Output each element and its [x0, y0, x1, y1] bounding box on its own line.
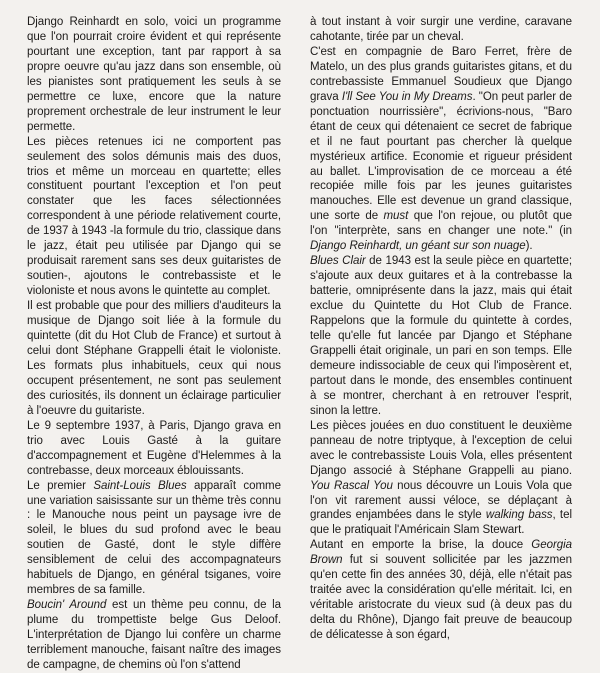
song-title-ill-see-you: I'll See You in My Dreams [341, 90, 473, 103]
text: Les pièces jouées en duo constituent le deuxième panneau de notre triptyque, à l'exception de celui avec le contrebassiste Louis Vola, elles présentent Django associé à Stéphane Grappelli au piano. [310, 419, 572, 477]
paragraph-saint-louis-blues [27, 479, 281, 599]
text: de 1943 est la seule pièce en quartette; s'ajoute aux deux guitares et à la contrebasse la batterie, omniprésente dans la jazz, mais qui était exclue du Quintette du Hot Club de France. Rappelons que la formule du quintette à cordes, telle qu'elle fut lancée par Django et Stéphane Grappelli était originale, un pari en son temps. Elle demeure indissociable de ceux qui l'imposèrent et, partout dans le monde, des ensembles continuent à se montrer, cherchant à en retrouver l'esprit, sinon la lettre. [310, 255, 572, 417]
book-title: Django Reinhardt, un géant sur son nuage [310, 240, 526, 253]
text: apparaît comme une variation saisissante sur un thème très connu : le Manouche nous peint un paysage ivre de soleil, le blues du sud profond avec le beau soutien de Gasté, dont le style diffère sensiblement de celui des accompagnateurs habituels de Django, en général tsiganes, voire membres de sa famille. [27, 479, 281, 597]
paragraph-blues-clair [310, 254, 572, 418]
paragraph-duos [310, 419, 572, 539]
paragraph-ill-see-you [310, 45, 572, 254]
song-title-georgia-brown: Georgia Brown [310, 539, 572, 567]
right-column [310, 15, 572, 643]
paragraph-solo-intro: Django Reinhardt en solo, voici un programme que l'on pourrait croire évident et qui représente pourtant une exception, tant par rapport à sa propre oeuvre qu'au jazz dans son ensemble, où les pianistes sont pratiquement les seuls à se permettre ce luxe, encore que la nature proprement orchestrale de leur instrument le leur permette. [27, 16, 281, 133]
paragraph-selected-pieces: Les pièces retenues ici ne comportent pas seulement des solos démunis mais des duos, trios et même un morceau en quartette; elles constituent pourtant l'exception et l'on peut constater que les faces sélectionnées correspondent à une période relativement courte, de 1937 à 1943 -la formule du trio, classique dans le jazz, était peu utilisée par Django qui se produisait rarement sans ses deux guitaristes de soutien-, ajoutons le contrebassiste et le violoniste et nous avons le quintette au complet. [27, 135, 281, 298]
left-column [27, 15, 281, 673]
text: Le premier [27, 479, 94, 492]
text: Autant en emporte la brise, la douce [310, 539, 532, 552]
paragraph-quintette: Il est probable que pour des milliers d'auditeurs la musique de Django soit liée à la formule du quintette (dit du Hot Club de France) et surtout à celui dont Stéphane Grappelli était le violoniste. Les formats plus inhabituels, ceux qui nous occupent présentement, ne sont pas seulement des curiosités, ils donnent un éclairage particulier à l'oeuvre du guitariste. [27, 300, 281, 417]
text: est un thème peu connu, de la plume du trompettiste belge Gus Deloof. L'interprétation de Django lui confère un charme terriblement manouche, faisant naître des images de campagne, de chemins où l'on s'attend [27, 599, 282, 671]
text: . "On peut parler de ponctuation nourrissière", écrivions-nous, "Baro étant de ceux qui détenaient ce secret de fabrique et il ne faut pourtant pas chercher là quelque mystérieux artifice. Economie et rigueur président au ballet. L'improvisation de ce morceau a été recopiée mille fois par les jeunes guitaristes manouches. Elle est devenue un grand classique, une sorte de [310, 90, 572, 223]
text: fut si souvent sollicitée par les jazzmen qu'en cette fin des années 30, déjà, elle n'était pas traitée avec la considération qu'elle méritait. Ici, en véritable aristocrate du vieux sud (à deux pas du delta du Rhône), Django fait preuve de beaucoup de délicatesse à son égard, [310, 554, 572, 642]
song-title-saint-louis-blues: Saint-Louis Blues [93, 479, 187, 492]
paragraph-georgia-brown [310, 538, 572, 643]
text: ). [525, 240, 533, 253]
paragraph-trio-1937: Le 9 septembre 1937, à Paris, Django grava en trio avec Louis Gasté à la guitare d'accompagnement et Eugène d'Helemmes à la contrebasse, deux morceaux éblouissants. [27, 419, 281, 477]
emphasis-must: must [383, 210, 409, 223]
text: , tel que le pratiquait l'Américain Slam Stewart. [310, 509, 572, 537]
song-title-blues-clair: Blues Clair [310, 255, 366, 268]
text: que l'on rejoue, ou plutôt que l'on "interprète, sans en changer une note." (in [310, 210, 572, 238]
paragraph-boucin-around [27, 598, 281, 673]
song-title-boucin-around: Boucin' Around [27, 599, 107, 612]
emphasis-walking-bass: walking bass [485, 509, 553, 522]
paragraph-continuation: à tout instant à voir surgir une verdine, caravane cahotante, tirée par un cheval. [310, 16, 572, 43]
text: C'est en compagnie de Baro Ferret, frère de Matelo, un des plus grands guitaristes gitans, et du contrebassiste Emmanuel Soudieux que Django grava [310, 45, 572, 103]
text: nous découvre un Louis Vola que l'on vit rarement aussi véloce, se déplaçant à grandes enjambées dans le style [310, 479, 572, 522]
song-title-you-rascal-you: You Rascal You [310, 479, 393, 492]
